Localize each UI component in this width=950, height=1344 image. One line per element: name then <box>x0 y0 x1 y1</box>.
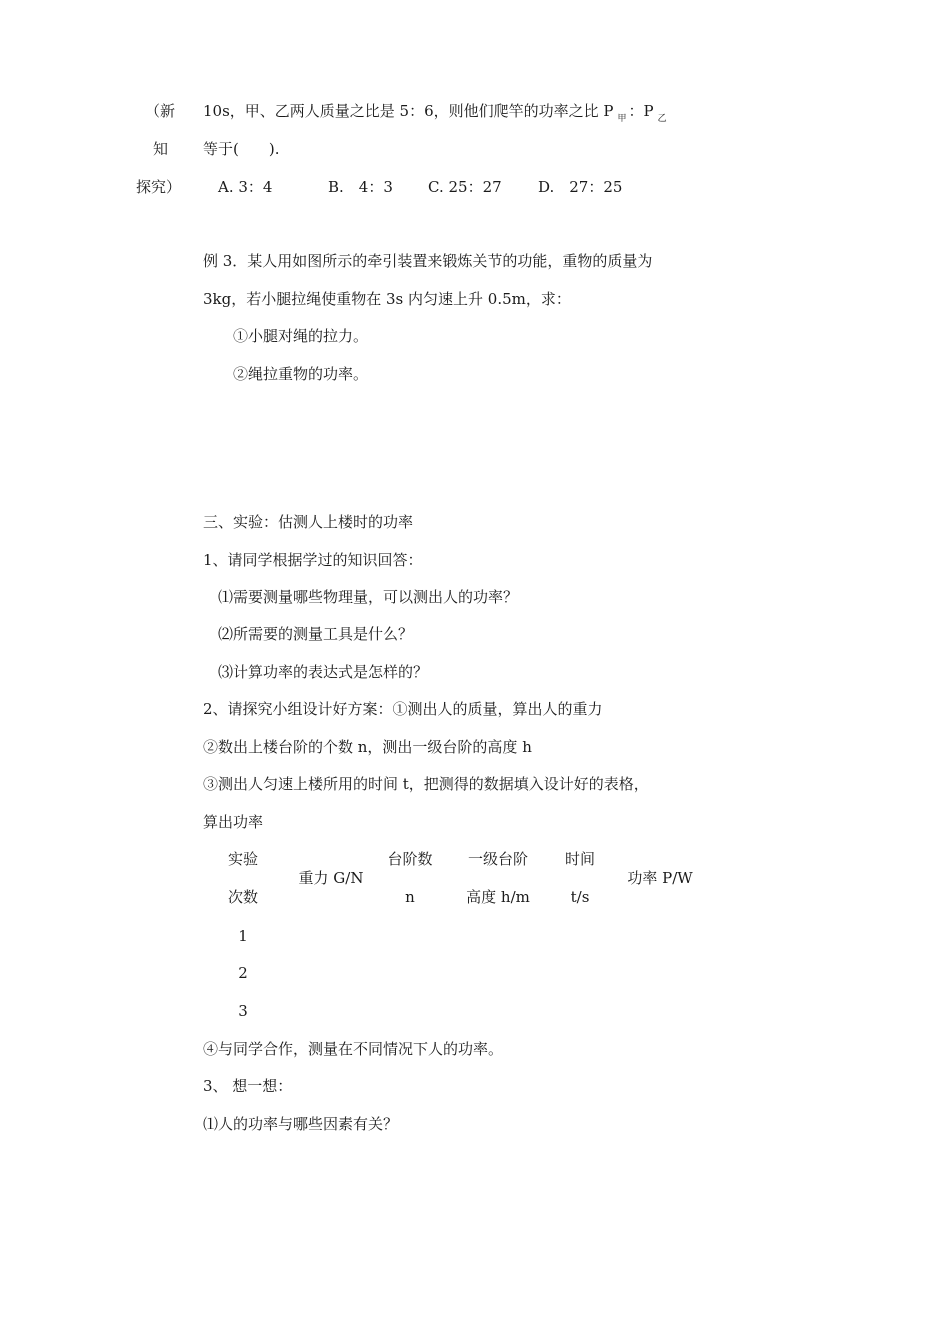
option-a: A. 3：4 <box>218 178 273 196</box>
example3-item1: ①小腿对绳的拉力。 <box>233 327 369 345</box>
table-header-time-line1: 时间 <box>564 850 595 868</box>
section3-q1a: ⑴需要测量哪些物理量，可以测出人的功率？ <box>218 588 519 606</box>
subscript-jia: 甲 <box>617 114 627 124</box>
table-row-3: 3 <box>238 1002 248 1020</box>
side-label-line3: 探究） <box>136 178 182 196</box>
table-header-trial-line2: 次数 <box>227 888 258 906</box>
table-header-height-line1: 一级台阶 <box>467 850 528 868</box>
table-header-steps-line2: n <box>405 888 415 906</box>
table-header-time-line2: t/s <box>570 888 590 906</box>
section3-q3: 3、 想一想： <box>203 1077 293 1095</box>
question-line1-colon: ：P <box>628 102 654 120</box>
table-header-weight: 重力 G/N <box>298 869 364 887</box>
example3-item2: ②绳拉重物的功率。 <box>233 365 369 383</box>
option-c: C. 25：27 <box>428 178 502 196</box>
option-d: D. 27：25 <box>538 178 623 196</box>
section3-q1b: ⑵所需要的测量工具是什么？ <box>218 625 414 643</box>
example3-line1: 例 3．某人用如图所示的牵引装置来锻炼关节的功能，重物的质量为 <box>203 252 653 270</box>
side-label-line2: 知 <box>153 140 169 158</box>
side-label-line1: （新 <box>145 102 176 120</box>
table-row-1: 1 <box>238 927 248 945</box>
section3-q1: 1、请同学根据学过的知识回答： <box>203 551 423 569</box>
table-header-power: 功率 P/W <box>627 869 693 887</box>
subscript-yi: 乙 <box>657 114 667 124</box>
section3-step3b: 算出功率 <box>203 813 264 831</box>
section3-step3: ③测出人匀速上楼所用的时间 t，把测得的数据填入设计好的表格， <box>203 775 649 793</box>
option-b: B. 4：3 <box>328 178 393 196</box>
section3-q3a: ⑴人的功率与哪些因素有关？ <box>203 1115 399 1133</box>
question-line1 <box>203 101 669 124</box>
table-header-steps-line1: 台阶数 <box>387 850 433 868</box>
section3-q2: 2、请探究小组设计好方案：①测出人的质量，算出人的重力 <box>203 700 603 718</box>
example3-line2: 3kg，若小腿拉绳使重物在 3s 内匀速上升 0.5m，求： <box>203 290 571 308</box>
section3-title: 三、实验：估测人上楼时的功率 <box>203 513 414 531</box>
section3-step2: ②数出上楼台阶的个数 n，测出一级台阶的高度 h <box>203 738 532 756</box>
table-header-trial-line1: 实验 <box>227 850 258 868</box>
table-row-2: 2 <box>238 964 248 982</box>
section3-q1c: ⑶计算功率的表达式是怎样的？ <box>218 663 429 681</box>
section3-step4: ④与同学合作，测量在不同情况下人的功率。 <box>203 1040 504 1058</box>
question-line2: 等于( ). <box>203 140 280 158</box>
question-line1-text: 10s，甲、乙两人质量之比是 5：6，则他们爬竿的功率之比 P <box>203 102 614 120</box>
table-header-height-line2: 高度 h/m <box>466 888 530 906</box>
